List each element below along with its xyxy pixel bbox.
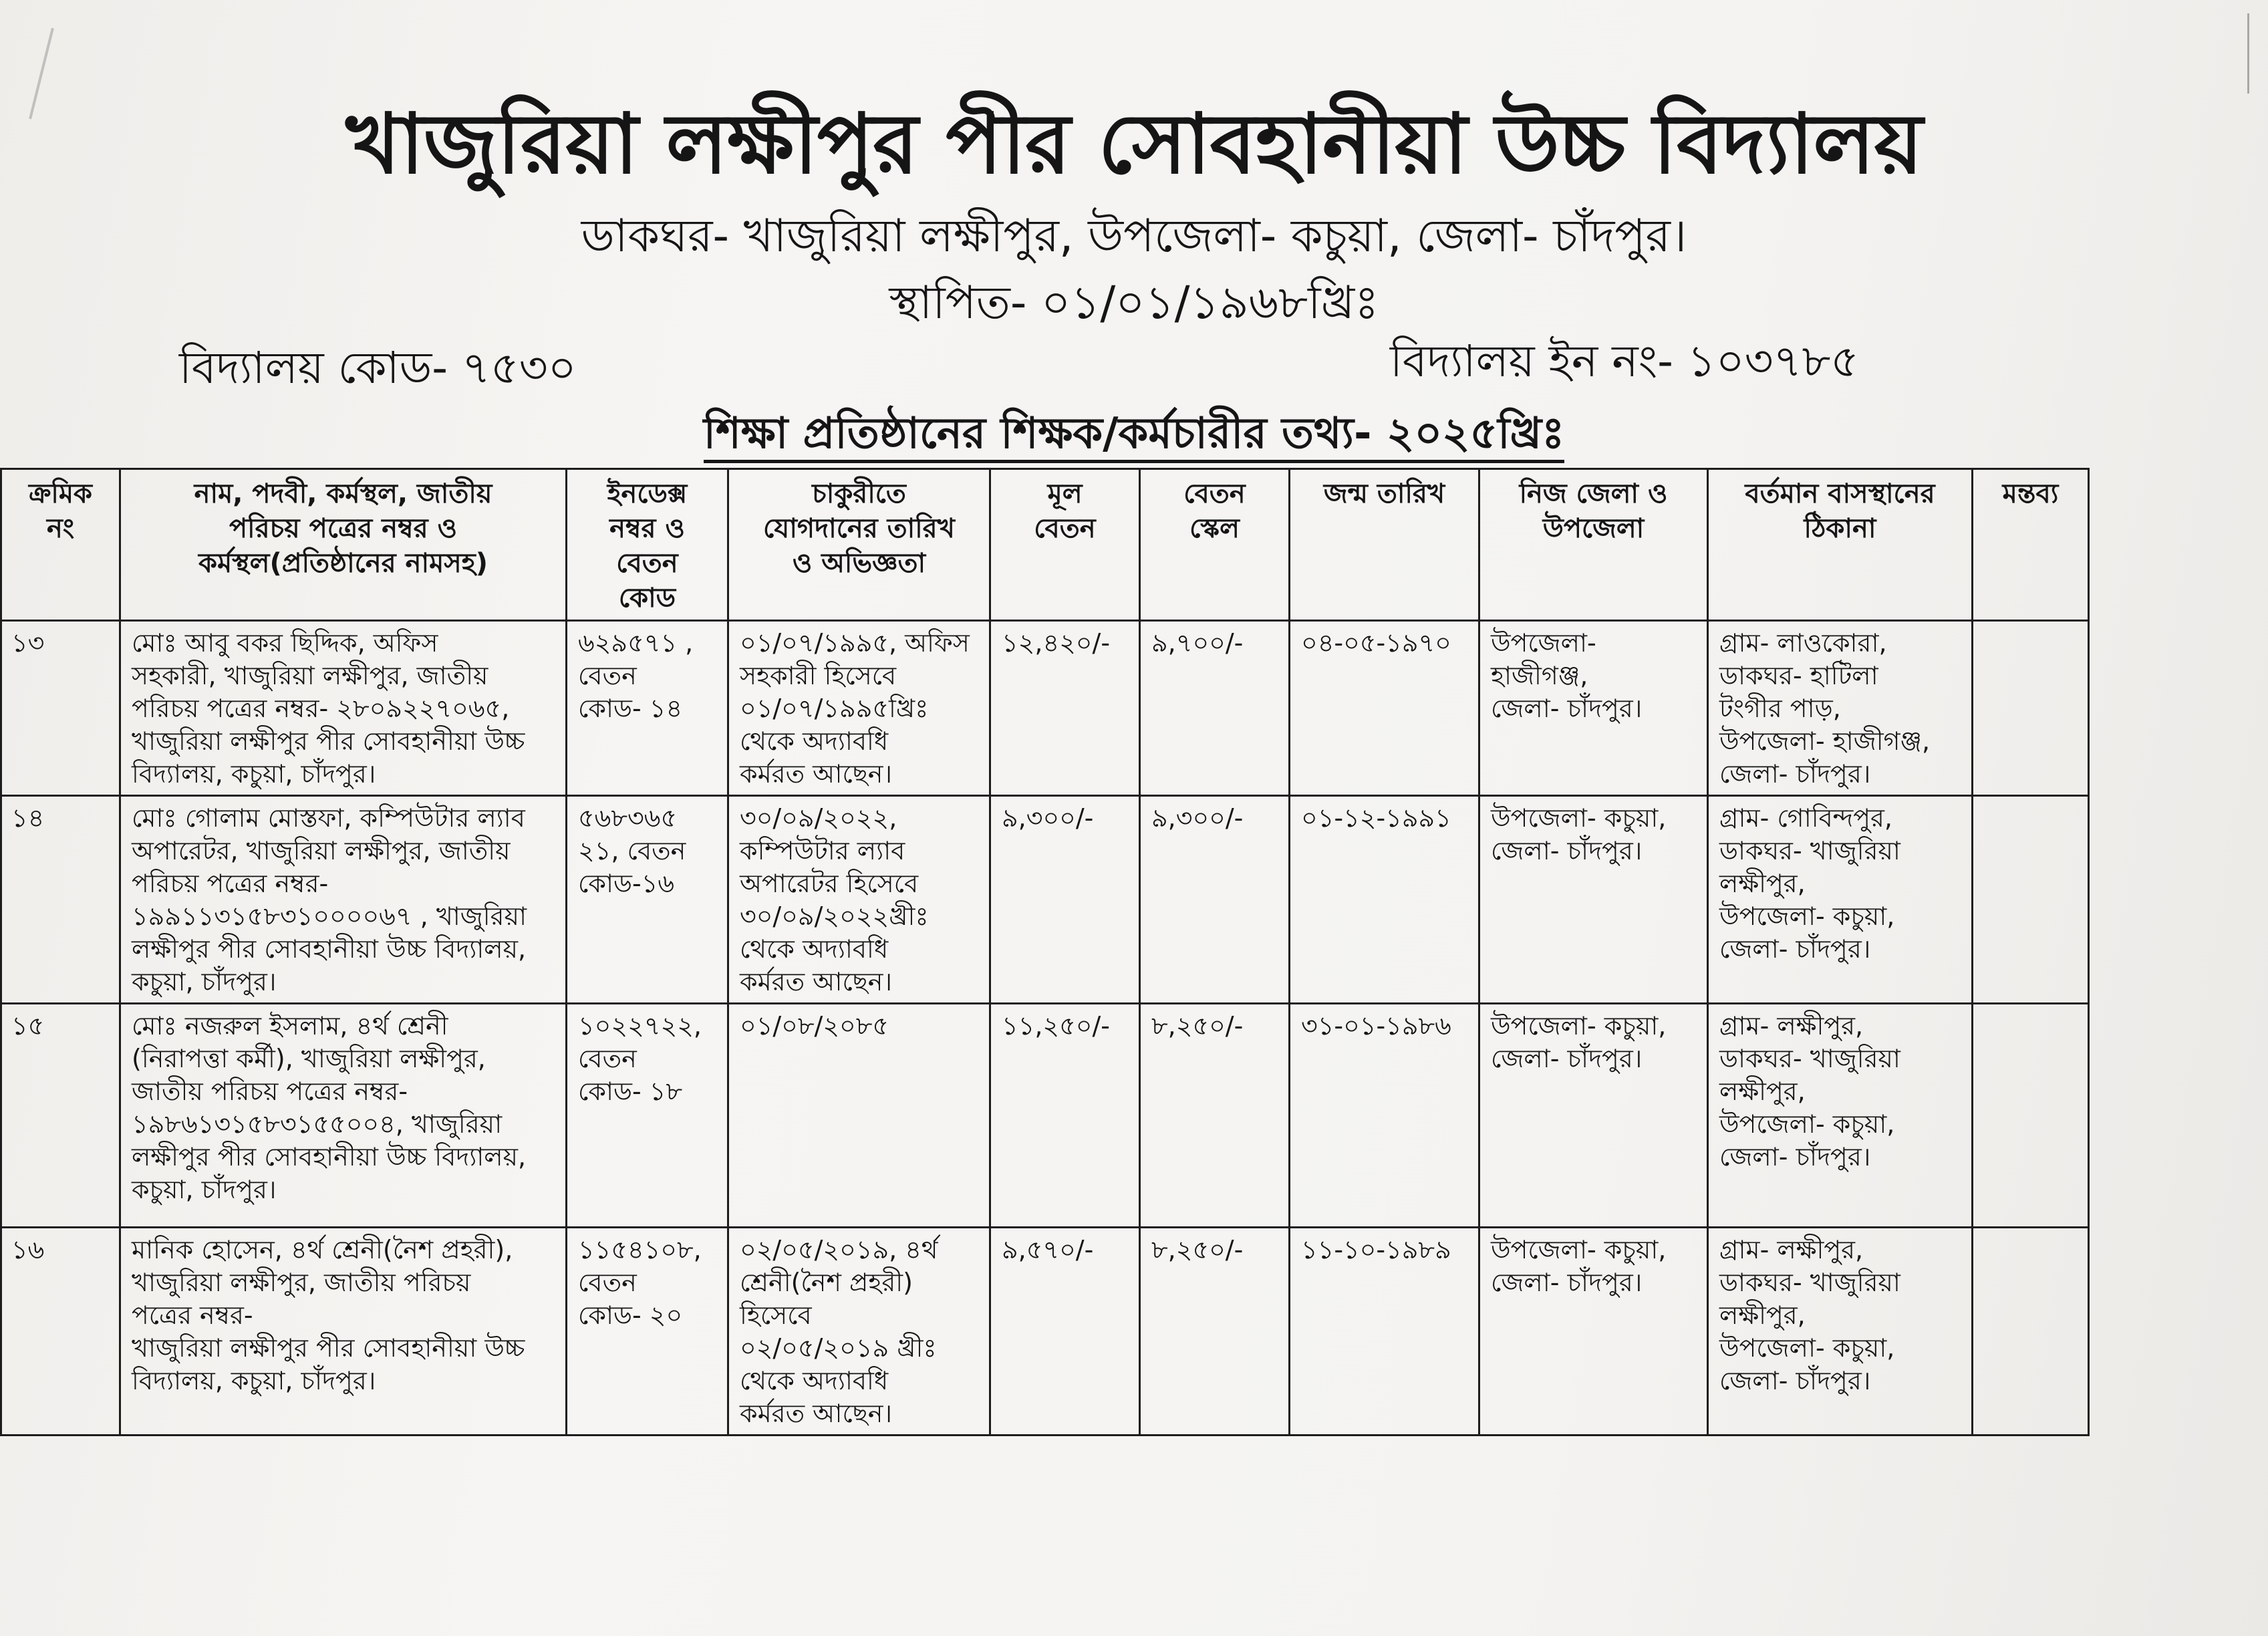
- header-index-number: ইনডেক্স নম্বর ও বেতন কোড: [567, 469, 728, 621]
- cell-home-district: উপজেলা- কচুয়া, জেলা- চাঁদপুর।: [1479, 1004, 1708, 1228]
- table-row: [1, 796, 2089, 1004]
- cell-present-address: গ্রাম- লাওকোরা, ডাকঘর- হাটিলা টংগীর পাড়, উপজেলা- হাজীগঞ্জ, জেলা- চাঁদপুর।: [1708, 621, 1973, 796]
- header-name-details: নাম, পদবী, কর্মস্থল, জাতীয় পরিচয় পত্রের নম্বর ও কর্মস্থল(প্রতিষ্ঠানের নামসহ): [120, 469, 567, 621]
- header-present-address: বর্তমান বাসস্থানের ঠিকানা: [1708, 469, 1973, 621]
- table-row: [1, 1004, 2089, 1228]
- cell-birth-date: ০১-১২-১৯৯১: [1290, 796, 1479, 1004]
- school-name-heading: খাজুরিয়া লক্ষীপুর পীর সোবহানীয়া উচ্চ বিদ্যালয়: [345, 96, 1923, 192]
- cell-joining-date: ৩০/০৯/২০২২, কম্পিউটার ল্যাব অপারেটর হিসেবে ৩০/০৯/২০২২খ্রীঃ থেকে অদ্যাবধি কর্মরত আছেন।: [728, 796, 990, 1004]
- cell-name-details: মোঃ নজরুল ইসলাম, ৪র্থ শ্রেনী (নিরাপত্তা কর্মী), খাজুরিয়া লক্ষীপুর, জাতীয় পরিচয় পত্রের নম্বর- ১৯৮৬১৩১৫৮৩১৫৫০০৪, খাজুরিয়া লক্ষীপুর পীর সোবহানীয়া উচ্চ বিদ্যালয়, কচুয়া, চাঁদপুর।: [120, 1004, 567, 1228]
- cell-basic-pay: ৯,৫৭০/-: [990, 1228, 1140, 1436]
- table-row: [1, 621, 2089, 796]
- cell-remarks: [1973, 1004, 2089, 1228]
- table-title: [0, 401, 2268, 472]
- header-serial: ক্রমিক নং: [1, 469, 120, 621]
- cell-birth-date: ০৪-০৫-১৯৭০: [1290, 621, 1479, 796]
- header-basic-pay: মূল বেতন: [990, 469, 1140, 621]
- cell-present-address: গ্রাম- গোবিন্দপুর, ডাকঘর- খাজুরিয়া লক্ষীপুর, উপজেলা- কচুয়া, জেলা- চাঁদপুর।: [1708, 796, 1973, 1004]
- cell-present-address: গ্রাম- লক্ষীপুর, ডাকঘর- খাজুরিয়া লক্ষীপুর, উপজেলা- কচুয়া, জেলা- চাঁদপুর।: [1708, 1004, 1973, 1228]
- staff-info-table: [0, 468, 2090, 1436]
- cell-index-number: ৬২৯৫৭১ , বেতন কোড- ১৪: [567, 621, 728, 796]
- cell-present-address: গ্রাম- লক্ষীপুর, ডাকঘর- খাজুরিয়া লক্ষীপুর, উপজেলা- কচুয়া, জেলা- চাঁদপুর।: [1708, 1228, 1973, 1436]
- cell-serial: ১৩: [1, 621, 120, 796]
- cell-index-number: ৫৬৮৩৬৫ ২১, বেতন কোড-১৬: [567, 796, 728, 1004]
- cell-home-district: উপজেলা- হাজীগঞ্জ, জেলা- চাঁদপুর।: [1479, 621, 1708, 796]
- cell-name-details: মোঃ গোলাম মোস্তফা, কম্পিউটার ল্যাব অপারেটর, খাজুরিয়া লক্ষীপুর, জাতীয় পরিচয় পত্রের নম্বর- ১৯৯১১৩১৫৮৩১০০০০৬৭ , খাজুরিয়া লক্ষীপুর পীর সোবহানীয়া উচ্চ বিদ্যালয়, কচুয়া, চাঁদপুর।: [120, 796, 567, 1004]
- cell-basic-pay: ১১,২৫০/-: [990, 1004, 1140, 1228]
- cell-home-district: উপজেলা- কচুয়া, জেলা- চাঁদপুর।: [1479, 1228, 1708, 1436]
- cell-index-number: ১০২২৭২২, বেতন কোড- ১৮: [567, 1004, 728, 1228]
- cell-name-details: মোঃ আবু বকর ছিদ্দিক, অফিস সহকারী, খাজুরিয়া লক্ষীপুর, জাতীয় পরিচয় পত্রের নম্বর- ২৮০৯২২৭০৬৫, খাজুরিয়া লক্ষীপুর পীর সোবহানীয়া উচ্চ বিদ্যালয়, কচুয়া, চাঁদপুর।: [120, 621, 567, 796]
- school-ein-number: বিদ্যালয় ইন নং- ১০৩৭৮৫: [1390, 335, 1860, 387]
- header-pay-scale: বেতন স্কেল: [1140, 469, 1290, 621]
- header-birth-date: জন্ম তারিখ: [1290, 469, 1479, 621]
- table-header-row: [1, 469, 2089, 621]
- established-date: স্থাপিত- ০১/০১/১৯৬৮খ্রিঃ: [889, 277, 1379, 329]
- cell-remarks: [1973, 621, 2089, 796]
- cell-birth-date: ১১-১০-১৯৮৯: [1290, 1228, 1479, 1436]
- cell-serial: ১৬: [1, 1228, 120, 1436]
- cell-remarks: [1973, 796, 2089, 1004]
- cell-pay-scale: ৮,২৫০/-: [1140, 1004, 1290, 1228]
- cell-pay-scale: ৮,২৫০/-: [1140, 1228, 1290, 1436]
- cell-name-details: মানিক হোসেন, ৪র্থ শ্রেনী(নৈশ প্রহরী), খাজুরিয়া লক্ষীপুর, জাতীয় পরিচয় পত্রের নম্বর- খাজুরিয়া লক্ষীপুর পীর সোবহানীয়া উচ্চ বিদ্যালয়, কচুয়া, চাঁদপুর।: [120, 1228, 567, 1436]
- cell-joining-date: ০২/০৫/২০১৯, ৪র্থ শ্রেনী(নৈশ প্রহরী) হিসেবে ০২/০৫/২০১৯ খ্রীঃ থেকে অদ্যাবধি কর্মরত আছেন।: [728, 1228, 990, 1436]
- school-code: বিদ্যালয় কোড- ৭৫৩০: [179, 342, 577, 394]
- header-joining-date: চাকুরীতে যোগদানের তারিখ ও অভিজ্ঞতা: [728, 469, 990, 621]
- header-home-district: নিজ জেলা ও উপজেলা: [1479, 469, 1708, 621]
- cell-basic-pay: ৯,৩০০/-: [990, 796, 1140, 1004]
- cell-serial: ১৫: [1, 1004, 120, 1228]
- school-address: ডাকঘর- খাজুরিয়া লক্ষীপুর, উপজেলা- কচুয়া, জেলা- চাঁদপুর।: [581, 210, 1687, 263]
- cell-joining-date: ০১/০৭/১৯৯৫, অফিস সহকারী হিসেবে ০১/০৭/১৯৯৫খ্রিঃ থেকে অদ্যাবধি কর্মরত আছেন।: [728, 621, 990, 796]
- table-row: [1, 1228, 2089, 1436]
- cell-serial: ১৪: [1, 796, 120, 1004]
- header-remarks: মন্তব্য: [1973, 469, 2089, 621]
- cell-birth-date: ৩১-০১-১৯৮৬: [1290, 1004, 1479, 1228]
- cell-basic-pay: ১২,৪২০/-: [990, 621, 1140, 796]
- cell-home-district: উপজেলা- কচুয়া, জেলা- চাঁদপুর।: [1479, 796, 1708, 1004]
- cell-pay-scale: ৯,৩০০/-: [1140, 796, 1290, 1004]
- cell-remarks: [1973, 1228, 2089, 1436]
- cell-pay-scale: ৯,৭০০/-: [1140, 621, 1290, 796]
- cell-index-number: ১১৫৪১০৮, বেতন কোড- ২০: [567, 1228, 728, 1436]
- cell-joining-date: ০১/০৮/২০৮৫: [728, 1004, 990, 1228]
- table-title-text: শিক্ষা প্রতিষ্ঠানের শিক্ষক/কর্মচারীর তথ্য- ২০২৫খ্রিঃ: [704, 409, 1564, 463]
